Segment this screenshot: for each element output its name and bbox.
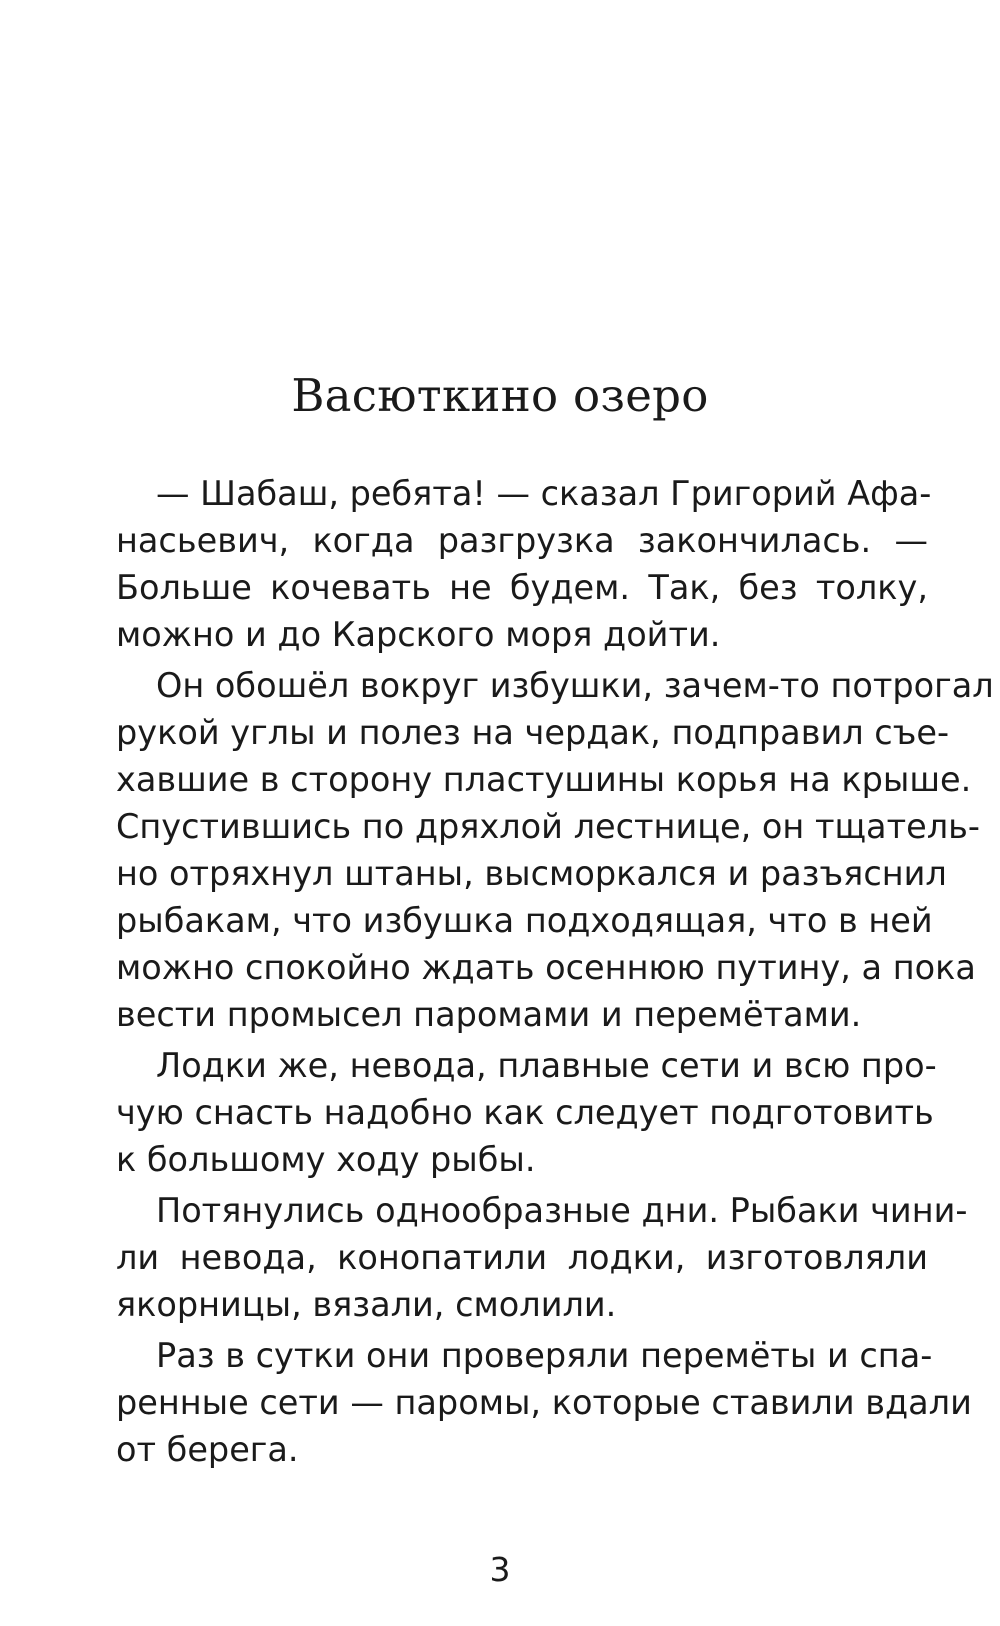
text-line: насьевич, когда разгрузка закончилась. — bbox=[116, 521, 928, 560]
text-line: Больше кочевать не будем. Так, без толку, bbox=[116, 568, 928, 607]
text-line: якорницы, вязали, смолили. bbox=[116, 1285, 617, 1324]
text-line: от берега. bbox=[116, 1430, 299, 1469]
paragraph bbox=[76, 1042, 937, 1183]
text-line: Раз в сутки они проверяли перемёты и спа- bbox=[156, 1336, 933, 1375]
text-line: ли невода, конопатили лодки, изготовляли bbox=[116, 1238, 928, 1277]
text-line: к большому ходу рыбы. bbox=[116, 1140, 536, 1179]
text-line: чую снасть надобно как следует подготовить bbox=[116, 1093, 934, 1132]
text-line: Лодки же, невода, плавные сети и всю про- bbox=[156, 1046, 937, 1085]
text-line: — Шабаш, ребята! — сказал Григорий Афа- bbox=[156, 474, 932, 513]
paragraph bbox=[76, 470, 932, 658]
paragraph bbox=[76, 1187, 968, 1328]
text-line: но отряхнул штаны, высморкался и разъяснил bbox=[116, 854, 947, 893]
text-line: рукой углы и полез на чердак, подправил съе- bbox=[116, 713, 950, 752]
text-line: ренные сети — паромы, которые ставили вдали bbox=[116, 1383, 972, 1422]
text-line: Он обошёл вокруг избушки, зачем-то потрогал bbox=[156, 666, 994, 705]
text-line: хавшие в сторону пластушины корья на крыше. bbox=[116, 760, 972, 799]
text-line: рыбакам, что избушка подходящая, что в ней bbox=[116, 901, 933, 940]
page-number: 3 bbox=[489, 1550, 511, 1589]
text-line: вести промысел паромами и перемётами. bbox=[116, 995, 862, 1034]
text-line: можно спокойно ждать осеннюю путину, а пока bbox=[116, 948, 976, 987]
paragraph bbox=[76, 662, 994, 1038]
paragraph bbox=[76, 1332, 972, 1473]
chapter-title: Васюткино озеро bbox=[291, 369, 709, 422]
text-line: Спустившись по дряхлой лестнице, он тщатель- bbox=[116, 807, 980, 846]
text-line: можно и до Карского моря дойти. bbox=[116, 615, 721, 654]
body-text bbox=[76, 470, 994, 1477]
text-line: Потянулись однообразные дни. Рыбаки чини- bbox=[156, 1191, 968, 1230]
